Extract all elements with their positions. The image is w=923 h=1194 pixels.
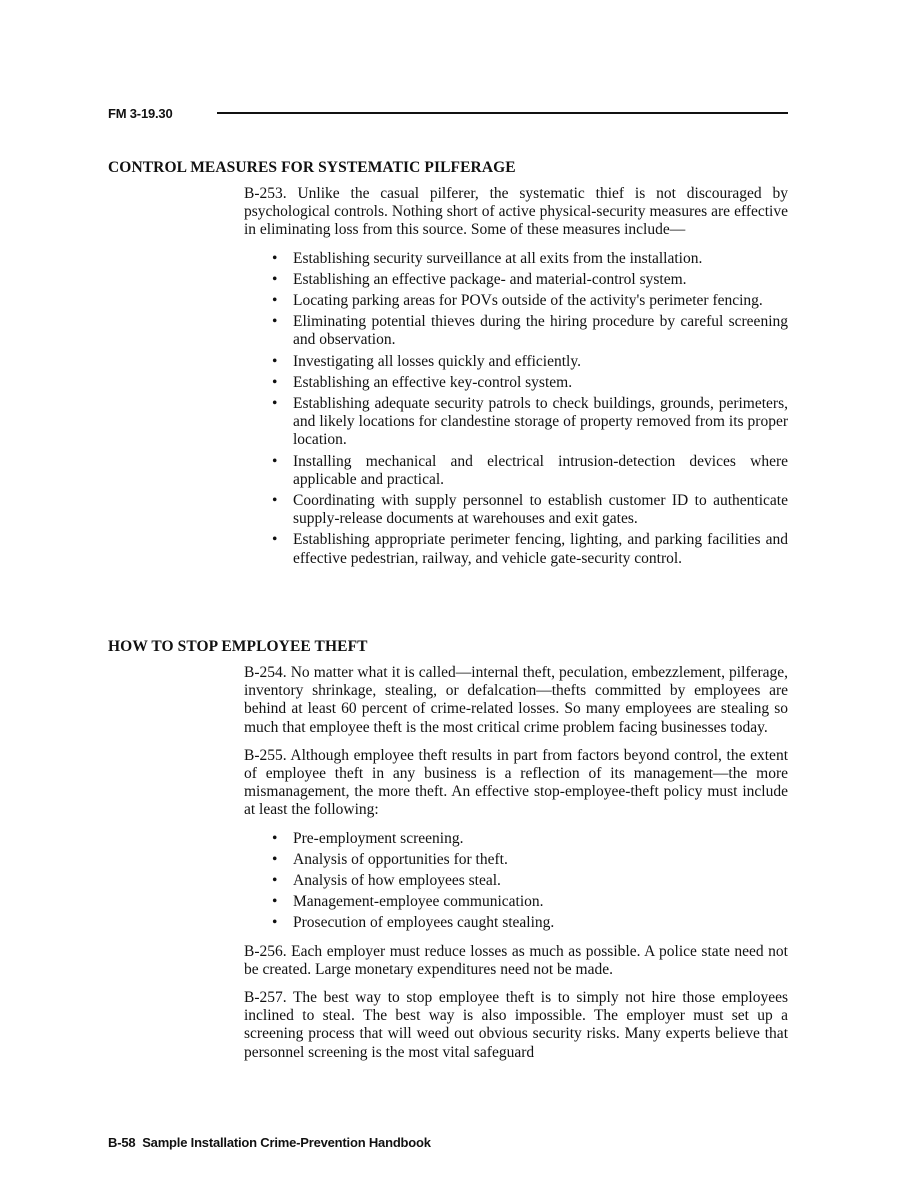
section-body-pilferage: [244, 185, 788, 578]
paragraph-b255: B-255. Although employee theft results in part from factors beyond control, the extent of employee theft in any business is a reflection of its management—the more mismanagement, the more theft. An effective stop-employee-theft policy must include at least the following:: [244, 746, 788, 819]
bullet-icon: •: [272, 531, 278, 549]
bullet-icon: •: [272, 492, 278, 510]
list-item-text: Establishing adequate security patrols to check buildings, grounds, perimeters, and likely locations for clandestine storage of property removed from its proper location.: [293, 395, 788, 449]
list-item-text: Analysis of how employees steal.: [293, 872, 501, 890]
list-item: [244, 250, 788, 268]
list-item-text: Eliminating potential thieves during the hiring procedure by careful screening and observation.: [293, 313, 788, 349]
bullet-icon: •: [272, 373, 278, 391]
list-item-text: Investigating all losses quickly and efficiently.: [293, 352, 581, 370]
list-item-text: Management-employee communication.: [293, 893, 544, 911]
list-item: [244, 872, 788, 890]
list-item: [244, 893, 788, 911]
bullet-icon: •: [272, 270, 278, 288]
bullet-icon: •: [272, 914, 278, 932]
page-footer: B-58 Sample Installation Crime-Prevention Handbook: [108, 1135, 431, 1150]
list-item: [244, 374, 788, 392]
control-measures-list: [244, 250, 788, 568]
list-item: [244, 313, 788, 349]
bullet-icon: •: [272, 292, 278, 310]
paragraph-b253: B-253. Unlike the casual pilferer, the systematic thief is not discouraged by psychological controls. Nothing short of active physical-security measures are effective in eliminating loss from this source. Some of these measures include—: [244, 185, 788, 239]
paragraph-b254: B-254. No matter what it is called—internal theft, peculation, embezzlement, pilferage, inventory shrinkage, stealing, or defalcation—thefts committed by employees are behind at least 60 percent of crime-related losses. So many employees are stealing so much that employee theft is the most critical crime problem facing businesses today.: [244, 664, 788, 736]
paragraph-b256: B-256. Each employer must reduce losses as much as possible. A police state need not be created. Large monetary expenditures need not be made.: [244, 942, 788, 978]
list-item-text: Coordinating with supply personnel to establish customer ID to authenticate supply-release documents at warehouses and exit gates.: [293, 492, 788, 528]
list-item: [244, 271, 788, 289]
section-heading-employee-theft: HOW TO STOP EMPLOYEE THEFT: [108, 638, 368, 655]
list-item: [244, 492, 788, 528]
stop-theft-policy-list: [244, 830, 788, 933]
bullet-icon: •: [272, 893, 278, 911]
list-item-text: Locating parking areas for POVs outside of the activity's perimeter fencing.: [293, 292, 763, 310]
list-item-text: Prosecution of employees caught stealing.: [293, 914, 555, 932]
section-body-employee-theft: [244, 664, 788, 1072]
paragraph-b257: B-257. The best way to stop employee theft is to simply not hire those employees inclined to steal. The best way is also impossible. The employer must set up a screening process that will weed out obvious security risks. Many experts believe that personnel screening is the most vital safeguard: [244, 989, 788, 1061]
list-item: [244, 914, 788, 932]
list-item-text: Establishing an effective package- and material-control system.: [293, 270, 687, 288]
list-item: [244, 851, 788, 869]
list-item: [244, 531, 788, 567]
list-item-text: Pre-employment screening.: [293, 829, 464, 847]
bullet-icon: •: [272, 249, 278, 267]
list-item: [244, 292, 788, 310]
bullet-icon: •: [272, 313, 278, 331]
list-item-text: Establishing appropriate perimeter fencing, lighting, and parking facilities and effective pedestrian, railway, and vehicle gate-security control.: [293, 531, 788, 567]
list-item-text: Installing mechanical and electrical intrusion-detection devices where applicable and practical.: [293, 452, 788, 488]
document-id: FM 3-19.30: [108, 106, 173, 121]
list-item-text: Establishing security surveillance at all exits from the installation.: [293, 249, 703, 267]
bullet-icon: •: [272, 395, 278, 413]
list-item: [244, 395, 788, 450]
list-item: [244, 453, 788, 489]
list-item-text: Analysis of opportunities for theft.: [293, 850, 508, 868]
list-item: [244, 353, 788, 371]
bullet-icon: •: [272, 352, 278, 370]
bullet-icon: •: [272, 850, 278, 868]
section-heading-pilferage: CONTROL MEASURES FOR SYSTEMATIC PILFERAGE: [108, 159, 516, 176]
header-rule: [217, 112, 788, 114]
list-item: [244, 830, 788, 848]
list-item-text: Establishing an effective key-control system.: [293, 373, 573, 391]
bullet-icon: •: [272, 452, 278, 470]
bullet-icon: •: [272, 872, 278, 890]
bullet-icon: •: [272, 829, 278, 847]
